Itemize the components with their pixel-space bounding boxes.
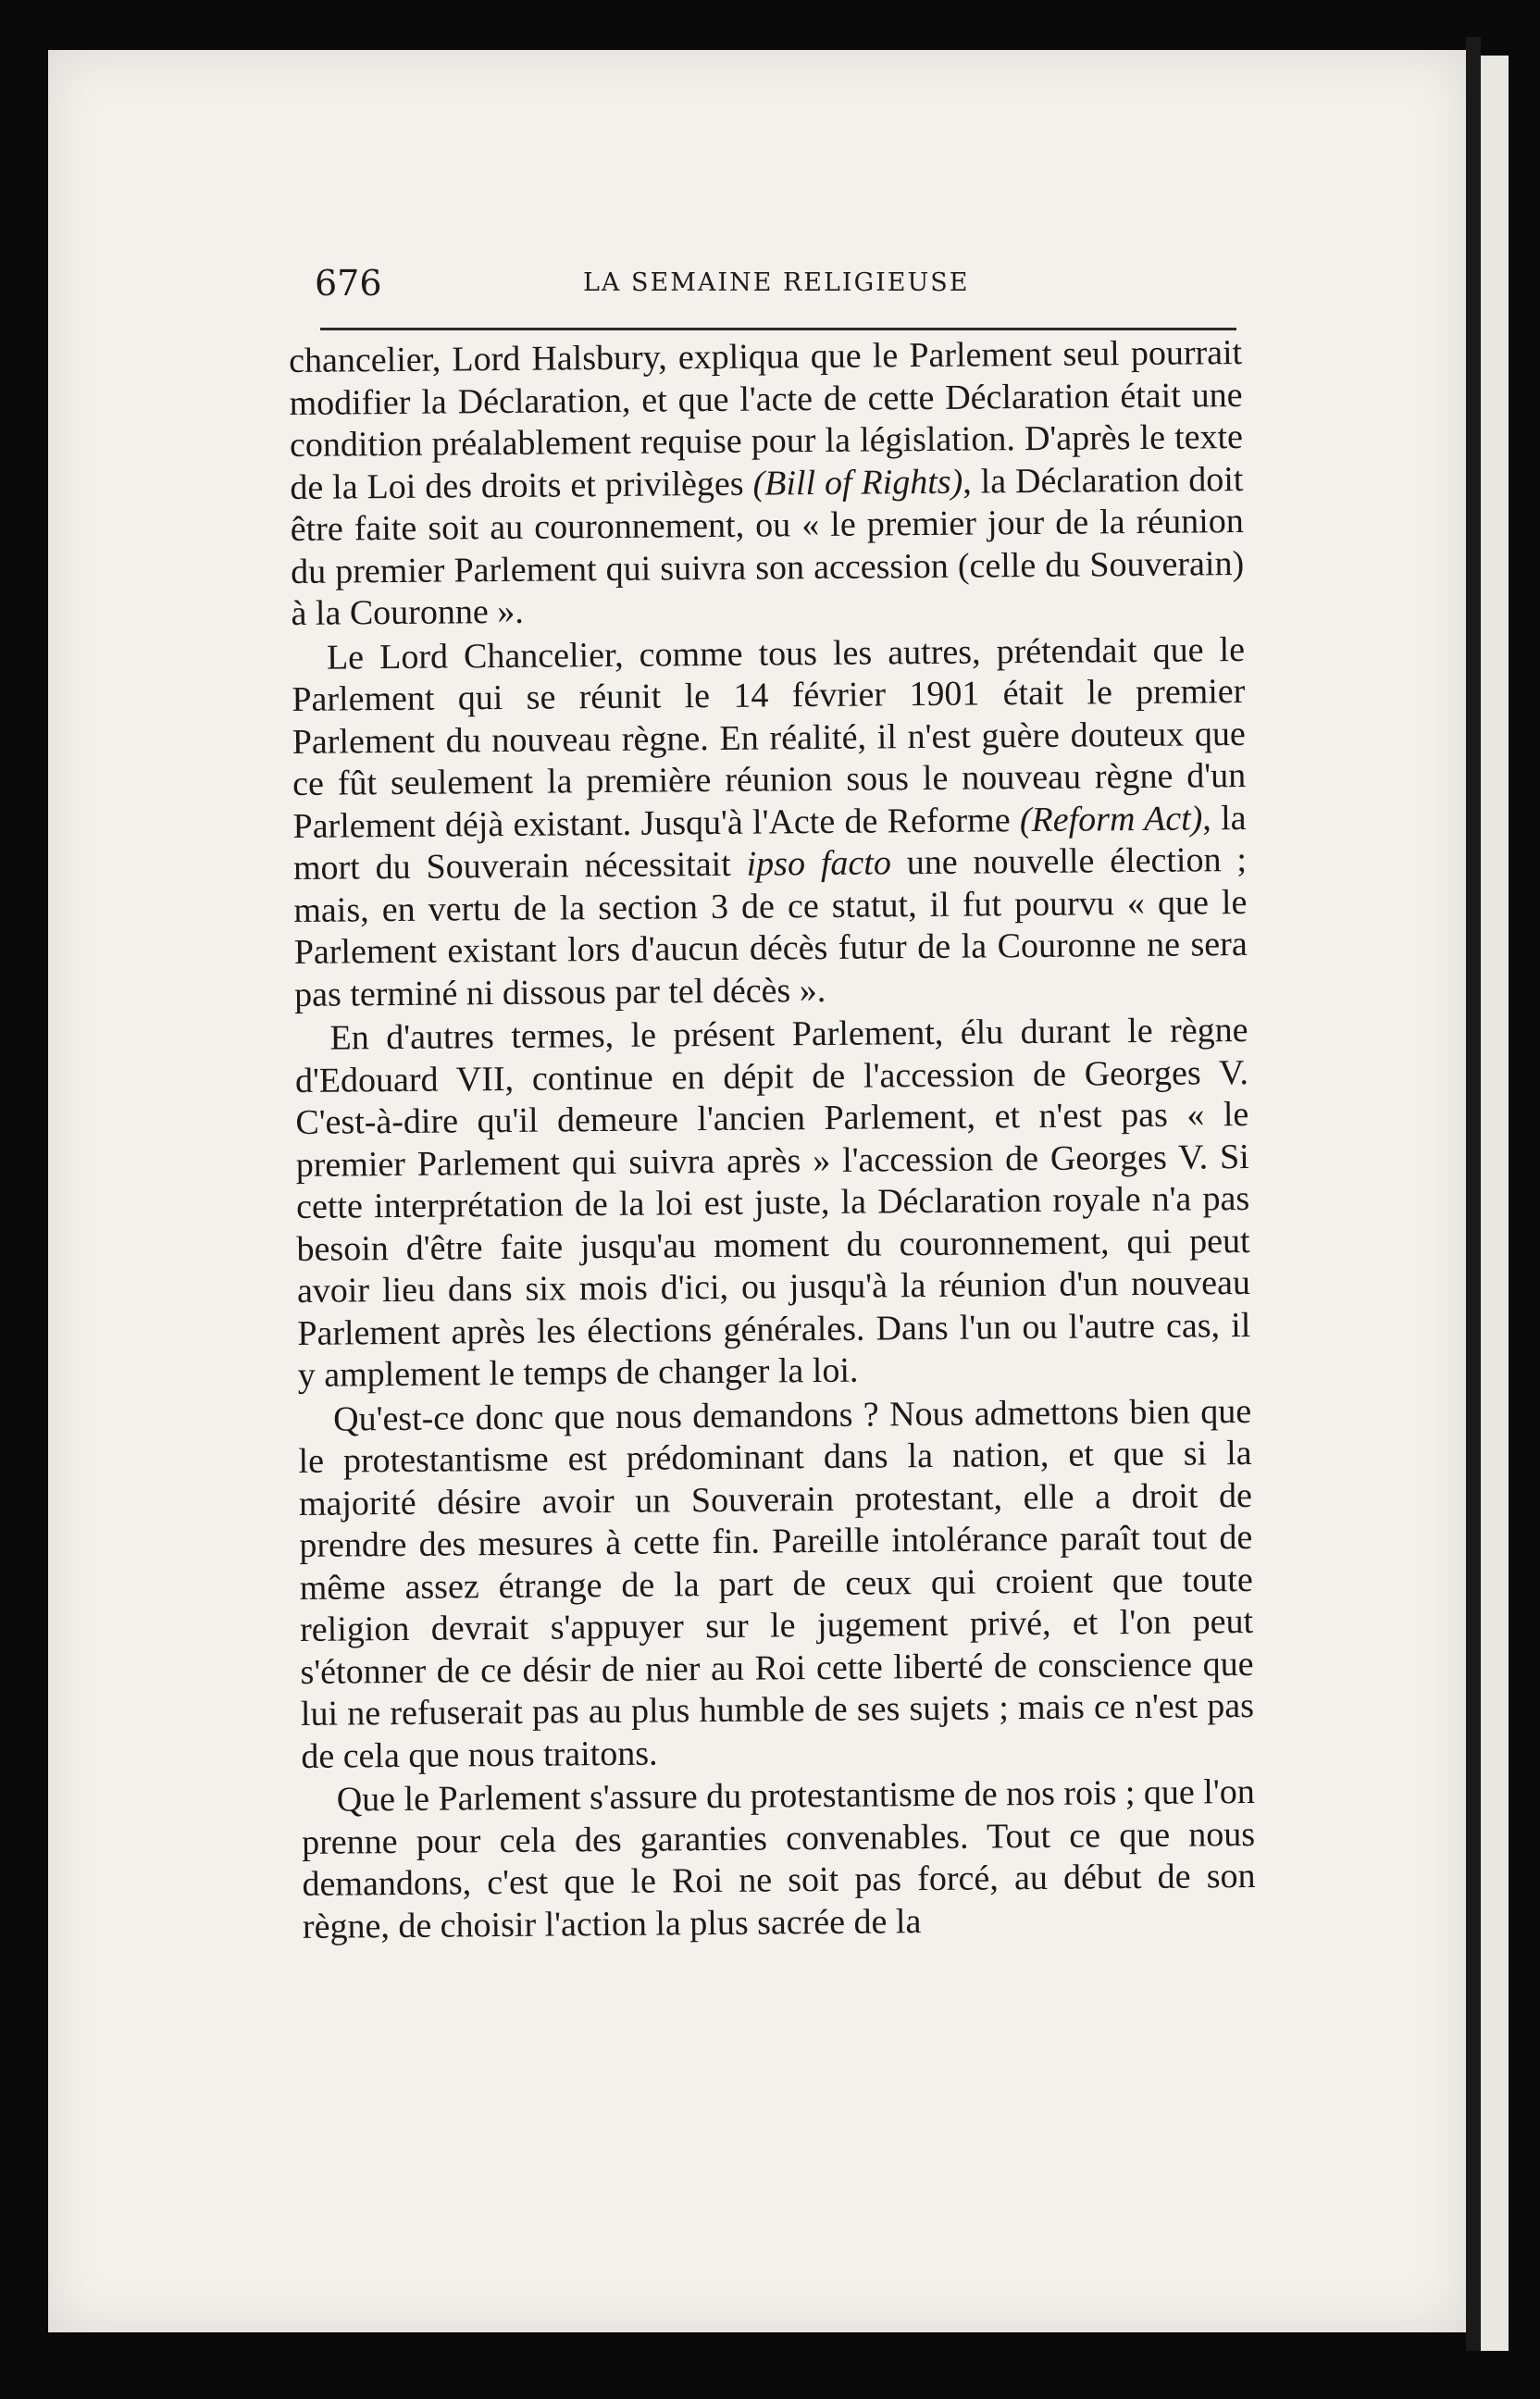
- running-head: LA SEMAINE RELIGIEUSE: [583, 268, 970, 297]
- page-header: [315, 263, 1231, 318]
- facing-page-edge: [1481, 56, 1509, 2351]
- text-span: une nouvelle élection ; mais, en vertu de la section 3 de ce statut, il fut pourvu « que le Parlement existant lors d'aucun décès futur de la Couronne ne sera pas terminé ni dissous par tel décès ».: [293, 839, 1248, 1014]
- text-span: Que le Parlement s'assure du protestantisme de nos rois ; que l'on prenne pour cela des garanties convenables. Tout ce que nous demandons, c'est que le Roi ne soit pas forcé, au début de son règne, de choisir l'action la plus sacrée de la: [301, 1771, 1256, 1946]
- text-span: Qu'est-ce donc que nous demandons ? Nous admettons bien que le protestantisme est prédominant dans la nation, et que si la majorité désire avoir un Souverain protestant, elle a droit de prendre des mesures à cette fin. Pareille intolérance paraît tout de même assez étrange de la part de ceux qui croient que toute religion devrait s'appuyer sur le jugement privé, et l'on peut s'étonner de ce désir de nier au Roi cette liberté de conscience que lui ne refuserait pas au plus humble de ses sujets ; mais ce n'est pas de cela que nous traitons.: [298, 1391, 1255, 1776]
- italic-span: (Reform Act): [1019, 798, 1203, 839]
- paragraph: [289, 332, 1245, 635]
- paragraph: [294, 1010, 1251, 1397]
- text-span: , la mort du Souverain nécessitait: [292, 798, 1247, 888]
- text-span: , la Déclaration doit être faite soit au couronnement, ou « le premier jour de la réunion du premier Parlement qui suivra son accession (celle du Souverain) à la Couronne ».: [290, 459, 1245, 633]
- text-span: En d'autres termes, le présent Parlement, élu durant le règne d'Edouard VII, continue en dépit de l'accession de Georges V. C'est-à-dire qu'il demeure l'ancien Parlement, et n'est pas « le premier Parlement qui suivra après » l'accession de Georges V. Si cette interprétation de la loi est juste, la Déclaration royale n'a pas besoin d'être faite jusqu'au moment du couronnement, qui peut avoir lieu dans six mois d'ici, ou jusqu'à la réunion d'un nouveau Parlement après les élections générales. Dans l'un ou l'autre cas, il y amplement le temps de changer la loi.: [294, 1010, 1251, 1395]
- page-number: 676: [315, 263, 382, 304]
- text-span: Le Lord Chancelier, comme tous les autres, prétendait que le Parlement qui se réunit le 14 février 1901 était le premier Parlement du nouveau règne. En réalité, il n'est guère douteux que ce fût seulement la première réunion sous le nouveau règne d'un Parlement déjà existant. Jusqu'à l'Acte de Reforme: [292, 629, 1247, 846]
- paragraph: [298, 1390, 1255, 1777]
- text-span: chancelier, Lord Halsbury, expliqua que le Parlement seul pourrait modifier la Déclaration, et que l'acte de cette Déclaration était une condition préalablement requise pour la législation. D'après le texte de la Loi des droits et privilèges: [289, 333, 1244, 507]
- italic-span: (Bill of Rights): [752, 462, 963, 503]
- page-edge-shadow: [1466, 37, 1481, 2351]
- paragraph: [302, 1771, 1257, 1948]
- body-text: [289, 332, 1256, 1950]
- italic-span: ipso facto: [746, 843, 892, 884]
- header-rule: [320, 328, 1236, 330]
- paragraph: [292, 628, 1248, 1015]
